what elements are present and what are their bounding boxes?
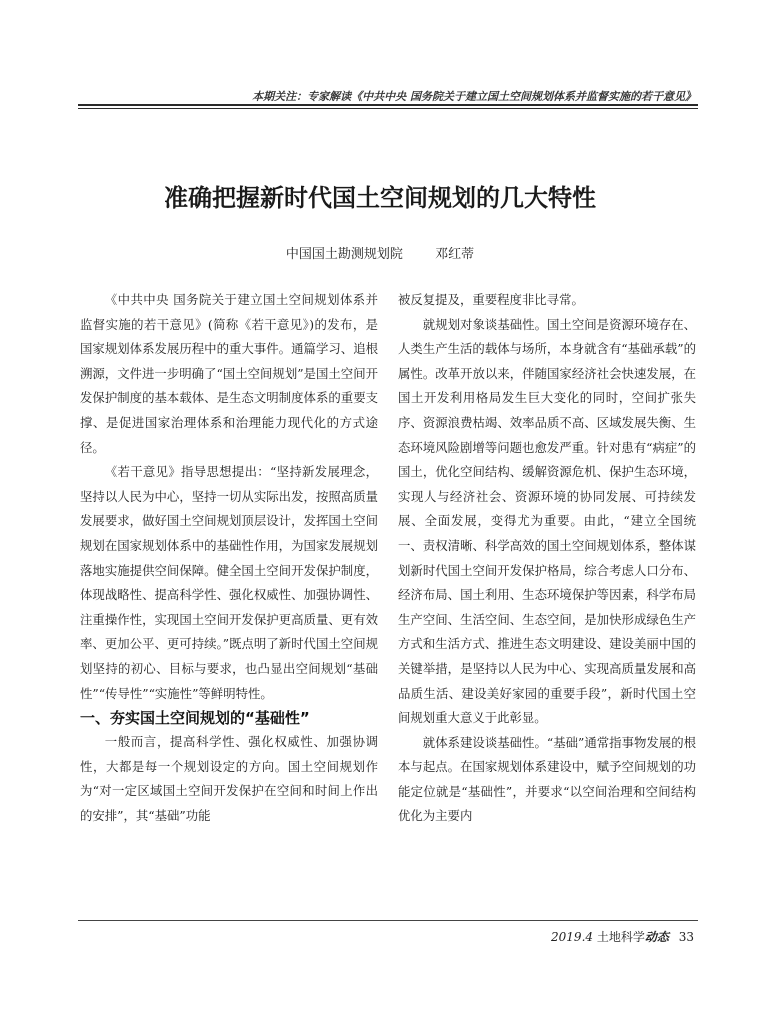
footer-rule bbox=[78, 920, 698, 921]
right-column bbox=[398, 288, 696, 829]
footer-journal-em: 动态 bbox=[644, 930, 669, 944]
paragraph: 《若干意见》指导思想提出：“坚持新发展理念，坚持以人民为中心，坚持一切从实际出发，按照高质量发展要求，做好国土空间规划顶层设计，发挥国土空间规划在国家规划体系中的基础性作用，为国家发展规划落地实施提供空间保障。健全国土空间开发保护制度，体现战略性、提高科学性、强化权威性、加强协调性、注重操作性，实现国土空间开发保护更高质量、更有效率、更加公平、更可持续。”既点明了新时代国土空间规划坚持的初心、目标与要求，也凸显出空间规划“基础性”“传导性”“实施性”等鲜明特性。 bbox=[80, 464, 378, 701]
header-rule bbox=[78, 104, 698, 106]
article-title: 准确把握新时代国土空间规划的几大特性 bbox=[164, 184, 596, 212]
author-name: 邓红蒂 bbox=[435, 247, 475, 262]
paragraph: 《中共中央 国务院关于建立国土空间规划体系并监督实施的若干意见》(简称《若干意见》)的发布，是国家规划体系发展历程中的重大事件。通篇学习、追根溯源，文件进一步明确了“国土空间规划”是国土空间开发保护制度的基本载体、是生态文明制度体系的重要支撑、是促进国家治理体系和治理能力现代化的方式途径。 bbox=[80, 292, 378, 455]
header-rule-thin bbox=[78, 108, 698, 109]
paragraph: 就规划对象谈基础性。国土空间是资源环境存在、人类生产生活的载体与场所，本身就含有“基础承载”的属性。改革开放以来，伴随国家经济社会快速发展，在国土开发利用格局发生巨大变化的同时，空间扩张失序、资源浪费枯竭、效率品质不高、区域发展失衡、生态环境风险剧增等问题也愈发严重。针对患有“病症”的国土，优化空间结构、缓解资源危机、保护生态环境，实现人与经济社会、资源环境的协同发展、可持续发展、全面发展，变得尤为重要。由此，“建立全国统一、责权清晰、科学高效的国土空间规划体系，整体谋划新时代国土空间开发保护格局，综合考虑人口分布、经济布局、国土利用、生态环境保护等因素，科学布局生产空间、生活空间、生态空间，是加快形成绿色生产方式和生活方式、推进生态文明建设、建设美丽中国的关键举措，是坚持以人民为中心、实现高质量发展和高品质生活、建设美好家园的重要手段”，新时代国土空间规划重大意义于此彰显。 bbox=[398, 316, 696, 726]
page-footer bbox=[551, 928, 694, 945]
paragraph: 一般而言，提高科学性、强化权威性、加强协调性，大都是每一个规划设定的方向。国土空间规划作为“对一定区域国土空间开发保护在空间和时间上作出的安排”，其“基础”功能 bbox=[80, 734, 378, 823]
byline bbox=[0, 243, 760, 262]
footer-journal: 土地科学 bbox=[596, 930, 645, 944]
author-affiliation: 中国国土勘测规划院 bbox=[285, 247, 403, 262]
paragraph-continued: 被反复提及，重要程度非比寻常。 bbox=[398, 292, 584, 307]
section-heading: 一、夯实国土空间规划的“基础性” bbox=[80, 709, 310, 728]
footer-issue: 2019.4 bbox=[551, 930, 594, 944]
paragraph: 就体系建设谈基础性。“基础”通常指事物发展的根本与起点。在国家规划体系建设中，赋予空间规划的功能定位就是“基础性”，并要求“以空间治理和空间结构优化为主要内 bbox=[398, 734, 696, 824]
left-column bbox=[80, 288, 378, 828]
running-head: 本期关注：专家解读《中共中央 国务院关于建立国土空间规划体系并监督实施的若干意见》 bbox=[252, 90, 696, 103]
page-number: 33 bbox=[678, 930, 694, 944]
